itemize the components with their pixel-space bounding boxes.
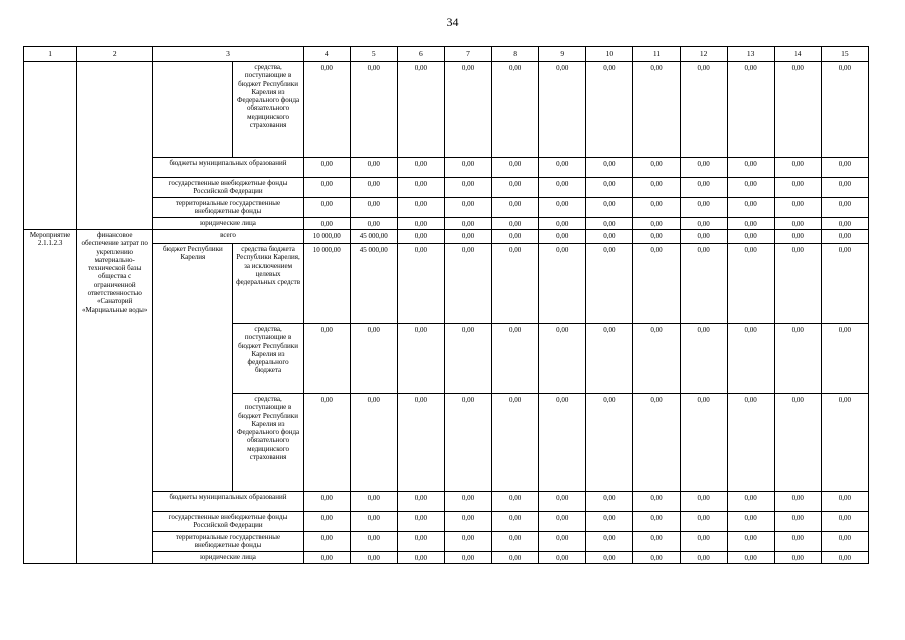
value-cell: 0,00: [821, 62, 868, 158]
value-cell: 0,00: [492, 218, 539, 230]
value-cell: 0,00: [397, 394, 444, 492]
value-cell: 0,00: [680, 230, 727, 244]
value-cell: 0,00: [492, 198, 539, 218]
value-cell: 0,00: [680, 62, 727, 158]
value-cell: 0,00: [397, 198, 444, 218]
col-header: 3: [153, 47, 303, 62]
value-cell: 0,00: [350, 198, 397, 218]
value-cell: 0,00: [492, 532, 539, 552]
value-cell: 0,00: [397, 552, 444, 564]
value-cell: 0,00: [586, 532, 633, 552]
column-number-row: [24, 47, 869, 62]
value-cell: 0,00: [303, 178, 350, 198]
source-label: юридические лица: [153, 218, 303, 230]
value-cell: 0,00: [492, 492, 539, 512]
value-cell: 0,00: [350, 178, 397, 198]
value-cell: 0,00: [680, 324, 727, 394]
value-cell: 0,00: [444, 552, 491, 564]
value-cell: 0,00: [774, 394, 821, 492]
value-cell: 0,00: [774, 230, 821, 244]
value-cell: 0,00: [397, 158, 444, 178]
value-cell: 0,00: [633, 532, 680, 552]
col-header: 15: [821, 47, 868, 62]
col-header: 2: [77, 47, 153, 62]
value-cell: 0,00: [444, 532, 491, 552]
value-cell: 0,00: [444, 198, 491, 218]
source-label: государственные внебюджетные фонды Российской Федерации: [153, 178, 303, 198]
value-cell: 0,00: [680, 492, 727, 512]
value-cell: 0,00: [586, 552, 633, 564]
col-header: 8: [492, 47, 539, 62]
value-cell: 10 000,00: [303, 244, 350, 324]
col-header: 13: [727, 47, 774, 62]
value-cell: 0,00: [303, 158, 350, 178]
value-cell: 0,00: [680, 552, 727, 564]
value-cell: 0,00: [821, 230, 868, 244]
value-cell: 0,00: [444, 158, 491, 178]
value-cell: 0,00: [727, 394, 774, 492]
value-cell: 0,00: [586, 218, 633, 230]
event-code: Мероприятие 2.1.1.2.3: [24, 230, 77, 564]
value-cell: 0,00: [303, 492, 350, 512]
value-cell: 0,00: [586, 178, 633, 198]
value-cell: 0,00: [303, 394, 350, 492]
value-cell: 0,00: [350, 532, 397, 552]
value-cell: 0,00: [821, 324, 868, 394]
col-header: 5: [350, 47, 397, 62]
col-header: 14: [774, 47, 821, 62]
value-cell: 0,00: [633, 218, 680, 230]
value-cell: 0,00: [303, 552, 350, 564]
table-row: [24, 230, 869, 244]
value-cell: 0,00: [727, 198, 774, 218]
value-cell: 0,00: [774, 532, 821, 552]
value-cell: 0,00: [774, 62, 821, 158]
value-cell: 0,00: [774, 178, 821, 198]
col-header: 6: [397, 47, 444, 62]
value-cell: 0,00: [727, 492, 774, 512]
value-cell: 0,00: [727, 532, 774, 552]
value-cell: 0,00: [633, 394, 680, 492]
value-cell: 0,00: [727, 218, 774, 230]
value-cell: 0,00: [397, 178, 444, 198]
value-cell: 0,00: [727, 512, 774, 532]
empty-cell: [153, 62, 233, 158]
value-cell: 0,00: [774, 218, 821, 230]
value-cell: 0,00: [539, 158, 586, 178]
empty-cell: [77, 62, 153, 230]
value-cell: 0,00: [821, 158, 868, 178]
value-cell: 0,00: [539, 218, 586, 230]
financing-table: [23, 46, 869, 564]
source-label: средства бюджета Республики Карелия, за исключением целевых федеральных средств: [233, 244, 303, 324]
value-cell: 0,00: [586, 324, 633, 394]
value-cell: 0,00: [539, 178, 586, 198]
value-cell: 0,00: [350, 158, 397, 178]
value-cell: 0,00: [586, 492, 633, 512]
value-cell: 0,00: [492, 62, 539, 158]
value-cell: 0,00: [586, 244, 633, 324]
value-cell: 0,00: [821, 512, 868, 532]
value-cell: 0,00: [397, 492, 444, 512]
col-header: 9: [539, 47, 586, 62]
value-cell: 0,00: [680, 244, 727, 324]
value-cell: 0,00: [633, 552, 680, 564]
value-cell: 0,00: [350, 552, 397, 564]
value-cell: 0,00: [444, 512, 491, 532]
value-cell: 0,00: [727, 230, 774, 244]
value-cell: 0,00: [539, 394, 586, 492]
value-cell: 0,00: [539, 532, 586, 552]
value-cell: 0,00: [492, 324, 539, 394]
value-cell: 0,00: [727, 158, 774, 178]
value-cell: 0,00: [397, 512, 444, 532]
value-cell: 0,00: [774, 492, 821, 512]
value-cell: 0,00: [492, 230, 539, 244]
value-cell: 0,00: [821, 492, 868, 512]
value-cell: 0,00: [680, 218, 727, 230]
col-header: 10: [586, 47, 633, 62]
empty-cell: [24, 62, 77, 230]
value-cell: 0,00: [492, 244, 539, 324]
col-header: 7: [444, 47, 491, 62]
value-cell: 0,00: [539, 244, 586, 324]
value-cell: 45 000,00: [350, 230, 397, 244]
value-cell: 0,00: [586, 62, 633, 158]
value-cell: 0,00: [350, 324, 397, 394]
value-cell: 0,00: [397, 62, 444, 158]
value-cell: 0,00: [444, 244, 491, 324]
value-cell: 0,00: [350, 62, 397, 158]
value-cell: 0,00: [727, 178, 774, 198]
value-cell: 0,00: [397, 324, 444, 394]
value-cell: 0,00: [492, 512, 539, 532]
value-cell: 0,00: [680, 532, 727, 552]
value-cell: 0,00: [727, 244, 774, 324]
value-cell: 0,00: [397, 532, 444, 552]
value-cell: 45 000,00: [350, 244, 397, 324]
source-label: средства, поступающие в бюджет Республики Карелия из Федерального фонда обязательного медицинского страхования: [233, 394, 303, 492]
value-cell: 0,00: [680, 198, 727, 218]
col-header: 11: [633, 47, 680, 62]
value-cell: 0,00: [821, 198, 868, 218]
value-cell: 0,00: [821, 218, 868, 230]
value-cell: 0,00: [821, 394, 868, 492]
value-cell: 0,00: [774, 512, 821, 532]
value-cell: 0,00: [633, 158, 680, 178]
value-cell: 0,00: [303, 532, 350, 552]
value-cell: 0,00: [303, 218, 350, 230]
value-cell: 0,00: [727, 324, 774, 394]
value-cell: 0,00: [821, 244, 868, 324]
event-description: финансовое обеспечение затрат по укреплению материально-технической базы общества с ограниченной ответственностью «Санаторий «Марциальные воды»: [77, 230, 153, 564]
value-cell: 0,00: [444, 324, 491, 394]
value-cell: 0,00: [492, 158, 539, 178]
value-cell: 0,00: [350, 492, 397, 512]
value-cell: 0,00: [350, 394, 397, 492]
source-label: юридические лица: [153, 552, 303, 564]
col-header: 4: [303, 47, 350, 62]
value-cell: 0,00: [444, 492, 491, 512]
value-cell: 0,00: [727, 62, 774, 158]
value-cell: 0,00: [492, 394, 539, 492]
value-cell: 0,00: [727, 552, 774, 564]
source-label: бюджеты муниципальных образований: [153, 492, 303, 512]
value-cell: 0,00: [303, 198, 350, 218]
value-cell: 0,00: [397, 244, 444, 324]
value-cell: 0,00: [633, 324, 680, 394]
value-cell: 0,00: [774, 198, 821, 218]
value-cell: 0,00: [680, 512, 727, 532]
value-cell: 0,00: [586, 394, 633, 492]
value-cell: 0,00: [539, 62, 586, 158]
value-cell: 0,00: [586, 158, 633, 178]
value-cell: 0,00: [821, 532, 868, 552]
value-cell: 0,00: [774, 552, 821, 564]
value-cell: 0,00: [539, 230, 586, 244]
value-cell: 0,00: [680, 178, 727, 198]
budget-rk-label: бюджет Республики Карелия: [153, 244, 233, 492]
value-cell: 0,00: [539, 198, 586, 218]
value-cell: 0,00: [680, 158, 727, 178]
value-cell: 0,00: [539, 324, 586, 394]
value-cell: 0,00: [680, 394, 727, 492]
page-number: 34: [446, 15, 459, 29]
value-cell: 0,00: [539, 512, 586, 532]
source-label: государственные внебюджетные фонды Российской Федерации: [153, 512, 303, 532]
value-cell: 0,00: [586, 198, 633, 218]
value-cell: 0,00: [774, 158, 821, 178]
source-label: всего: [153, 230, 303, 244]
value-cell: 0,00: [444, 218, 491, 230]
col-header: 12: [680, 47, 727, 62]
value-cell: 0,00: [397, 218, 444, 230]
source-label: территориальные государственные внебюджетные фонды: [153, 532, 303, 552]
value-cell: 0,00: [821, 178, 868, 198]
source-label: средства, поступающие в бюджет Республики Карелия из федерального бюджета: [233, 324, 303, 394]
value-cell: 0,00: [633, 198, 680, 218]
value-cell: 0,00: [633, 178, 680, 198]
value-cell: 0,00: [303, 512, 350, 532]
value-cell: 10 000,00: [303, 230, 350, 244]
value-cell: 0,00: [303, 62, 350, 158]
value-cell: 0,00: [444, 62, 491, 158]
value-cell: 0,00: [350, 512, 397, 532]
value-cell: 0,00: [586, 512, 633, 532]
value-cell: 0,00: [350, 218, 397, 230]
value-cell: 0,00: [821, 552, 868, 564]
value-cell: 0,00: [539, 492, 586, 512]
source-label: территориальные государственные внебюджетные фонды: [153, 198, 303, 218]
value-cell: 0,00: [492, 178, 539, 198]
col-header: 1: [24, 47, 77, 62]
value-cell: 0,00: [586, 230, 633, 244]
value-cell: 0,00: [633, 492, 680, 512]
value-cell: 0,00: [444, 394, 491, 492]
value-cell: 0,00: [397, 230, 444, 244]
value-cell: 0,00: [444, 230, 491, 244]
value-cell: 0,00: [444, 178, 491, 198]
source-label: бюджеты муниципальных образований: [153, 158, 303, 178]
table-row: [24, 62, 869, 158]
value-cell: 0,00: [633, 512, 680, 532]
value-cell: 0,00: [633, 244, 680, 324]
value-cell: 0,00: [303, 324, 350, 394]
value-cell: 0,00: [539, 552, 586, 564]
value-cell: 0,00: [774, 324, 821, 394]
value-cell: 0,00: [633, 62, 680, 158]
value-cell: 0,00: [633, 230, 680, 244]
value-cell: 0,00: [492, 552, 539, 564]
source-label: средства, поступающие в бюджет Республики Карелия из Федерального фонда обязательного медицинского страхования: [233, 62, 303, 158]
value-cell: 0,00: [774, 244, 821, 324]
